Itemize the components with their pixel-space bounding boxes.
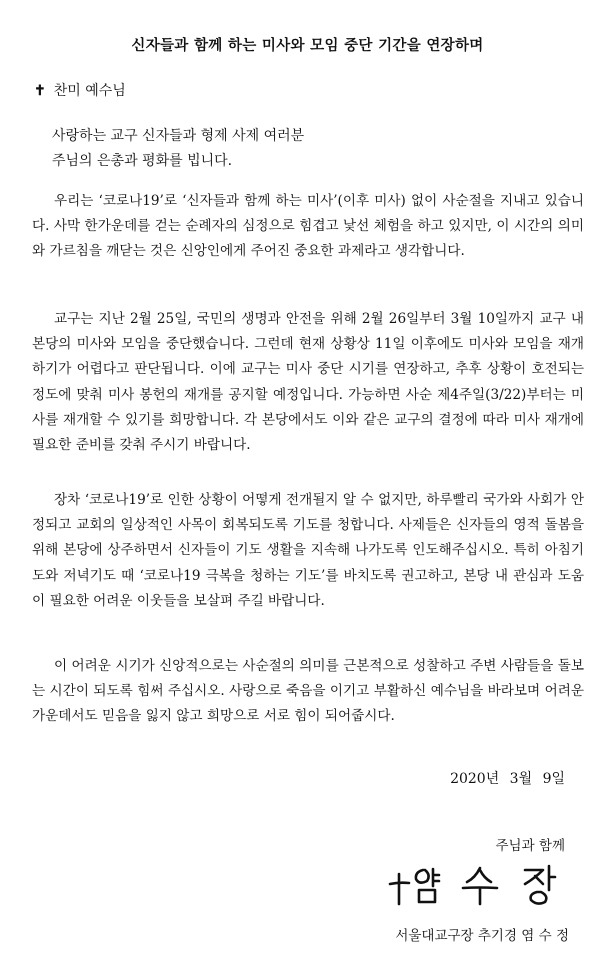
page-title: 신자들과 함께 하는 미사와 모임 중단 기간을 연장하며 [131, 37, 484, 54]
greeting [52, 124, 304, 174]
greeting-line: 사랑하는 교구 신자들과 형제 사제 여러분 [52, 128, 305, 144]
praise-line [34, 80, 126, 100]
body-paragraph: 우리는 ‘코로나19’로 ‘신자들과 함께 하는 미사’(이후 미사) 없이 사순절을 지내고 있습니다. 사막 한가운데를 걷는 순례자의 심정으로 힘겹고 낯선 체험을 하고 있지만, 이 시간의 의미와 가르침을 깨닫는 것은 신앙인에게 주어진 중요한 과제라고 생각합니다. [32, 193, 584, 260]
closing-phrase: 주님과 함께 [495, 838, 565, 854]
body-paragraph: 교구는 지난 2월 25일, 국민의 생명과 안전을 위해 2월 26일부터 3월 10일까지 교구 내 본당의 미사와 모임을 중단했습니다. 그런데 현재 상황상 11일 이후에도 미사와 모임을 재개하기가 어렵다고 판단됩니다. 이에 교구는 미사 중단 시기를 연장하고, 추후 상황이 호전되는 정도에 맞춰 미사 봉헌의 재개를 공지할 예정입니다. 가능하면 사순 제4주일(3/22)부터는 미사를 재개할 수 있기를 희망합니다. 각 본당에서도 이와 같은 교구의 결정에 따라 미사 재개에 필요한 준비를 갖춰 주시기 바랍니다. [32, 311, 584, 454]
letter-date: 2020년 3월 9일 [450, 771, 565, 787]
signer-name: 서울대교구장 추기경 염 수 정 [395, 928, 569, 944]
cross-icon: ✝ [34, 83, 46, 99]
handwritten-signature [385, 860, 585, 910]
body-paragraph: 장차 ‘코로나19’로 인한 상황이 어떻게 전개될지 알 수 없지만, 하루빨리 국가와 사회가 안정되고 교회의 일상적인 사목이 회복되도록 기도를 청합니다. 사제들은 신자들의 영적 돌봄을 위해 본당에 상주하면서 신자들이 기도 생활을 지속해 나가도록 인도해주십시오. 특히 아침기도와 저녁기도 때 ‘코로나19 극복을 청하는 기도’를 바치도록 권고하고, 본당 내 관심과 도움이 필요한 어려운 이웃들을 보살펴 주길 바랍니다. [32, 492, 584, 609]
greeting-line: 주님의 은총과 평화를 빕니다. [52, 153, 233, 169]
body-paragraph: 이 어려운 시기가 신앙적으로는 사순절의 의미를 근본적으로 성찰하고 주변 사람들을 돌보는 시간이 되도록 힘써 주십시오. 사랑으로 죽음을 이기고 부활하신 예수님을 바라보며 어려운 가운데서도 믿음을 잃지 않고 희망으로 서로 힘이 되어줍시다. [32, 658, 584, 725]
praise-text: 찬미 예수님 [53, 83, 126, 99]
